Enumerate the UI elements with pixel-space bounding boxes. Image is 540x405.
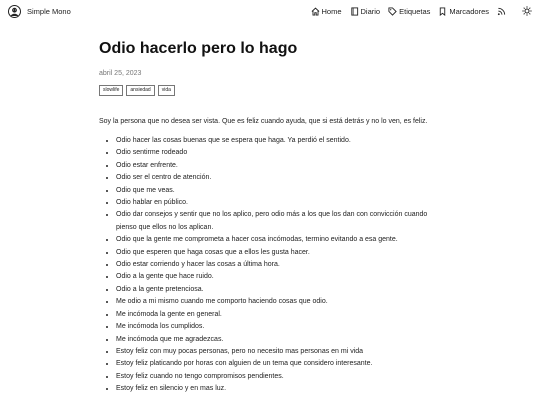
list-item: • Odio sentirme rodeado xyxy=(116,147,444,159)
theme-toggle[interactable] xyxy=(522,6,532,16)
post-intro: Soy la persona que no desea ser vista. Que es feliz cuando ayuda, que si está detrás y no lo ven, es feliz. xyxy=(99,118,428,125)
top-navbar xyxy=(0,0,540,22)
site-logo-icon xyxy=(8,5,21,18)
list-item: • Odio que esperen que haga cosas que a ellos les gusta hacer. xyxy=(116,247,444,259)
sun-icon xyxy=(522,6,532,16)
list-item: • Estoy feliz en silencio y en mas luz. xyxy=(116,383,444,395)
list-item: • Me incómoda los cumplidos. xyxy=(116,321,444,333)
list-item: • Odio dar consejos y sentir que no los aplico, pero odio más a los que los dan con convicción cuando pienso que ellos no los aplican. xyxy=(116,209,444,234)
list-item: • Me odio a mi mismo cuando me comporto haciendo cosas que odio. xyxy=(116,296,444,308)
nav-diario-label: Diario xyxy=(360,6,381,16)
list-item: • Odio a la gente pretenciosa. xyxy=(116,284,444,296)
list-item: • Odio que la gente me comprometa a hacer cosa incómodas, termino evitando a esa gente. xyxy=(116,234,444,246)
nav-etiquetas-label: Etiquetas xyxy=(399,6,431,16)
nav-marcadores-label: Marcadores xyxy=(449,6,489,16)
nav-rss[interactable] xyxy=(497,7,506,16)
list-item: • Odio hacer las cosas buenas que se espera que haga. Ya perdió el sentido. xyxy=(116,135,444,147)
tag-slowlife[interactable]: slowlife xyxy=(99,85,123,96)
tag-ansiedad[interactable]: ansiedad xyxy=(126,85,154,96)
nav-diario[interactable] xyxy=(350,7,381,16)
home-icon xyxy=(311,7,320,16)
nav-etiquetas[interactable] xyxy=(388,7,430,16)
post-list xyxy=(99,135,444,396)
bookmark-icon xyxy=(438,7,447,16)
post-content xyxy=(99,30,444,396)
site-brand[interactable] xyxy=(8,5,71,18)
post-tags xyxy=(99,85,444,96)
nav-marcadores[interactable] xyxy=(438,7,489,16)
list-item: • Odio hablar en público. xyxy=(116,197,444,209)
rss-icon xyxy=(497,7,506,16)
list-item: • Me incómoda que me agradezcas. xyxy=(116,334,444,346)
list-item: • Me incómoda la gente en general. xyxy=(116,309,444,321)
list-item: • Estoy feliz con muy pocas personas, pero no necesito mas personas en mi vida xyxy=(116,346,444,358)
site-name: Simple Mono xyxy=(27,6,71,16)
list-item: • Odio que me veas. xyxy=(116,185,444,197)
book-icon xyxy=(350,7,359,16)
tag-vida[interactable]: vida xyxy=(158,85,175,96)
list-item: • Estoy feliz platicando por horas con alguien de un tema que considero interesante. xyxy=(116,358,444,370)
post-date: abril 25, 2023 xyxy=(99,70,142,77)
list-item: • Estoy feliz cuando no tengo compromisos pendientes. xyxy=(116,371,444,383)
list-item: • Odio ser el centro de atención. xyxy=(116,172,444,184)
list-item: • Odio estar corriendo y hacer las cosas a última hora. xyxy=(116,259,444,271)
list-item: • Odio a la gente que hace ruido. xyxy=(116,271,444,283)
nav-home[interactable] xyxy=(311,7,342,16)
main-nav xyxy=(311,0,533,22)
tag-icon xyxy=(388,7,397,16)
post-title: Odio hacerlo pero lo hago xyxy=(99,40,298,57)
list-item: • Odio estar enfrente. xyxy=(116,160,444,172)
nav-home-label: Home xyxy=(321,6,342,16)
